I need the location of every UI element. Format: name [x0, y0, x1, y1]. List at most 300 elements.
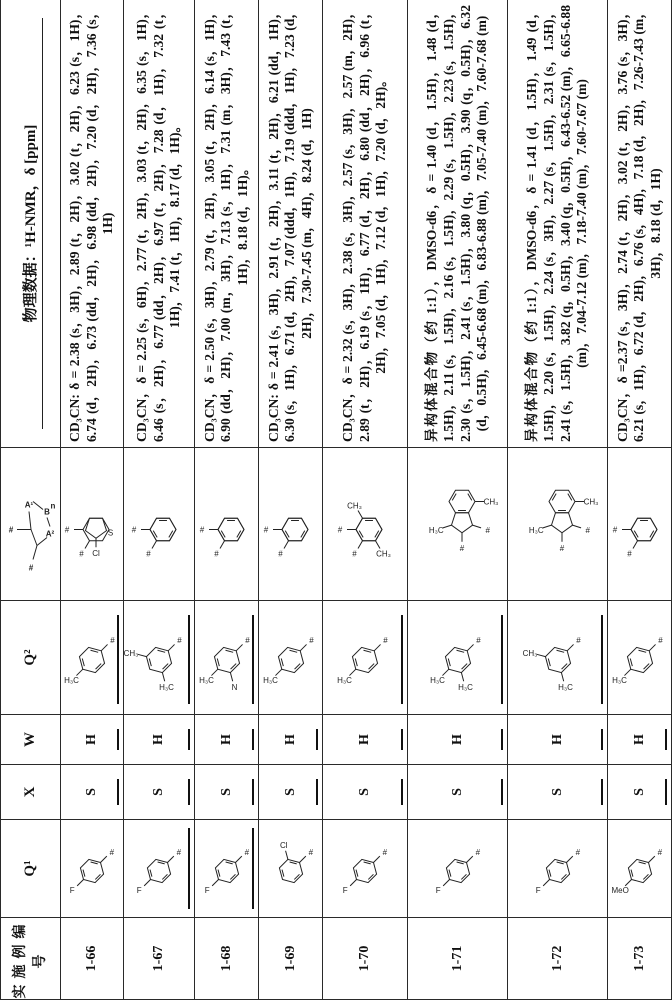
q2-structure	[124, 601, 195, 715]
q2-structure-icon	[325, 603, 406, 713]
x-label: S	[632, 788, 647, 796]
bond	[452, 494, 456, 501]
bond	[284, 541, 289, 549]
revision-mark	[188, 779, 190, 805]
bond	[31, 530, 37, 546]
revision-mark	[117, 615, 119, 704]
revision-mark	[188, 615, 190, 704]
ring	[551, 513, 572, 533]
atom-label: #	[146, 550, 151, 559]
atom-label: H₃C	[199, 676, 214, 685]
q2-structure	[608, 601, 672, 715]
atom-label: A²	[45, 530, 54, 539]
x-value	[408, 765, 508, 820]
nmr-data: CD₃CN: δ = 2.38 (s，3H)，2.89 (t，2H)，3.02 (t，2H)，6.23 (s，1H)，6.74 (d，2H)，6.73 (dd，2H)，6.98 (dd，2H)，7.20 (d，2H)，7.36 (s，1H)	[61, 0, 124, 448]
w-value	[608, 715, 672, 765]
q2-structure	[323, 601, 408, 715]
revision-mark	[188, 729, 190, 750]
bond	[566, 857, 572, 863]
atom-label: #	[214, 550, 219, 559]
x-value	[195, 765, 259, 820]
atom-label: #	[28, 564, 33, 573]
atom-label: #	[475, 848, 480, 857]
header-x: X	[1, 765, 61, 820]
table-row	[323, 0, 408, 1000]
header-nmr	[1, 0, 61, 448]
atom-label: MeO	[611, 887, 628, 896]
ring	[282, 518, 308, 541]
atom-label: #	[308, 848, 313, 857]
bond	[461, 673, 463, 682]
atom-label: Cl	[92, 549, 100, 558]
revision-mark	[401, 729, 403, 750]
ring	[631, 518, 657, 541]
nmr-data: CD₃CN，δ =2.37 (s，3H)，2.74 (t，2H)，3.02 (t，2H)，3.76 (s，3H)，6.21 (s，1H)，6.72 (d，2H)，6.76 (s，4H)，7.18 (d，2H)，7.26-7.43 (m，3H)，8.18 (d，1H)	[608, 0, 672, 448]
atom-label: #	[383, 637, 388, 646]
atom-label: CH₃	[124, 649, 139, 658]
bond	[150, 870, 152, 877]
atom-label: F	[137, 887, 142, 896]
bond	[85, 541, 90, 549]
q1-structure-icon	[126, 822, 193, 916]
core-structure	[323, 448, 408, 601]
revision-mark	[117, 779, 119, 805]
atom-label: #	[245, 637, 250, 646]
atom-label: H₃C	[430, 676, 445, 685]
core-structure-icon	[261, 450, 321, 599]
bond	[235, 857, 241, 863]
bond	[91, 863, 98, 865]
header-q1: Q¹	[1, 820, 61, 918]
atom-label: Cl	[279, 841, 287, 850]
q1-structure-icon	[510, 822, 606, 916]
q1-structure-icon	[325, 822, 406, 916]
atom-label: CH₃	[347, 501, 362, 510]
core-structure	[508, 448, 608, 601]
core-structure	[608, 448, 672, 601]
atom-label: CH₃	[483, 498, 498, 507]
atom-label: F	[435, 887, 440, 896]
q1-structure-icon	[610, 822, 670, 916]
q1-structure	[608, 820, 672, 918]
x-value	[323, 765, 408, 820]
atom-label: #	[309, 637, 314, 646]
core-structure-icon	[410, 450, 506, 599]
bond	[556, 651, 564, 653]
table-row	[408, 0, 508, 1000]
atom-label: #	[8, 526, 13, 535]
x-value	[259, 765, 323, 820]
revision-mark	[601, 779, 603, 805]
x-value	[608, 765, 672, 820]
x-value	[508, 765, 608, 820]
nmr-data: CD₃CN，δ = 2.50 (s，3H)，2.79 (t，2H)，3.05 (t，2H)，6.14 (s，1H)，6.90 (dd，2H)，7.00 (m，3H)，7.13 (s，1H)，7.31 (m，3H)，7.43 (t，1H)，8.18 (d，1H)。	[195, 0, 259, 448]
example-number: 1-70	[323, 918, 408, 1000]
bond	[561, 664, 567, 670]
ring	[549, 490, 575, 513]
atom-label: H₃C	[458, 684, 473, 693]
bond	[472, 525, 481, 528]
atom-label: #	[485, 526, 490, 535]
atom-label: H₃C	[159, 684, 174, 693]
ring	[150, 518, 176, 541]
example-number: 1-72	[508, 918, 608, 1000]
revision-mark	[117, 729, 119, 750]
core-structure-icon	[63, 450, 122, 599]
core-structure-icon	[510, 450, 606, 599]
revision-mark	[401, 615, 403, 704]
bond	[648, 857, 654, 863]
nmr-data: CD₃CN，δ = 2.32 (s，3H)，2.38 (s，3H)，2.57 (s，3H)，2.57 (m，2H)，2.89 (t，2H)，6.19 (s，1H)，6.77 (d，2H)，6.80 (dd，2H)，6.96 (t，2H)，7.05 (d，1H)，7.12 (d，1H)，7.20 (d，2H)。	[323, 0, 408, 448]
w-value	[323, 715, 408, 765]
w-label: H	[357, 734, 372, 745]
bond	[33, 546, 37, 560]
bond	[456, 651, 464, 653]
ring	[150, 518, 176, 541]
bond	[225, 651, 233, 653]
revision-mark	[252, 828, 254, 909]
q2-structure-icon	[510, 603, 606, 713]
header-w: W	[1, 715, 61, 765]
revision-mark	[252, 615, 254, 704]
bond	[96, 664, 102, 670]
w-label: H	[550, 734, 565, 745]
bond	[138, 655, 147, 657]
x-label: S	[219, 788, 234, 796]
q1-structure-icon	[197, 822, 257, 916]
revision-mark	[501, 729, 503, 750]
atom-label: CH₃	[522, 649, 537, 658]
w-value	[508, 715, 608, 765]
ring	[218, 518, 244, 541]
w-label: H	[219, 734, 234, 745]
header-example-number: 实施例编号	[1, 918, 61, 1000]
atom-label: n	[50, 502, 55, 511]
atom-label: #	[110, 848, 115, 857]
bond	[572, 525, 581, 528]
bond	[285, 531, 289, 538]
core-structure-icon	[197, 450, 257, 599]
bond	[168, 645, 174, 651]
atom-label: #	[278, 550, 283, 559]
x-label: S	[84, 788, 99, 796]
x-label: S	[550, 788, 565, 796]
bond	[82, 659, 84, 667]
revision-mark	[401, 779, 403, 805]
atom-label: #	[476, 637, 481, 646]
atom-label: #	[459, 544, 464, 553]
q1-structure-icon	[410, 822, 506, 916]
bond	[358, 541, 363, 549]
atom-label: #	[576, 637, 581, 646]
revision-mark	[316, 779, 318, 805]
atom-label: #	[244, 848, 249, 857]
header-row	[1, 0, 61, 1000]
table-row	[124, 0, 195, 1000]
bond	[467, 645, 473, 651]
bond	[567, 645, 573, 651]
atom-label: H₃C	[64, 676, 79, 685]
core-structure-icon	[610, 450, 670, 599]
w-value	[195, 715, 259, 765]
x-label: S	[357, 788, 372, 796]
atom-label: S	[108, 529, 113, 538]
ring	[85, 518, 106, 538]
bond	[649, 645, 655, 651]
x-label: S	[450, 788, 465, 796]
q2-structure-icon	[610, 603, 670, 713]
core-structure	[61, 448, 124, 601]
header-core-structure	[1, 448, 61, 601]
bond	[633, 541, 638, 549]
bond	[47, 518, 50, 527]
core-structure-icon	[325, 450, 406, 599]
example-number: 1-66	[61, 918, 124, 1000]
w-label: H	[151, 734, 166, 745]
compound-table-rotated	[0, 0, 671, 1000]
bond	[364, 651, 372, 653]
bond	[542, 525, 551, 528]
atom-label: B	[44, 508, 50, 517]
bond	[152, 541, 157, 549]
header-nmr-label: 物理数据：¹H-NMR，δ [ppm]	[19, 18, 43, 429]
revision-mark	[665, 729, 667, 750]
ring	[449, 490, 475, 513]
atom-label: F	[343, 887, 348, 896]
q1-structure	[61, 820, 124, 918]
bond	[220, 541, 225, 549]
bond	[230, 673, 232, 682]
atom-label: #	[338, 526, 343, 535]
q2-structure	[259, 601, 323, 715]
bond	[289, 863, 296, 865]
bond	[364, 863, 371, 865]
bond	[643, 664, 649, 670]
revision-mark	[501, 779, 503, 805]
revision-mark	[601, 615, 603, 704]
atom-label: CH₃	[583, 498, 598, 507]
table-row	[608, 0, 672, 1000]
revision-mark	[252, 729, 254, 750]
bond	[466, 857, 472, 863]
bond	[285, 851, 287, 860]
atom-label: #	[585, 526, 590, 535]
table-row	[259, 0, 323, 1000]
bond	[299, 857, 305, 863]
bond	[369, 664, 375, 670]
core-structure	[195, 448, 259, 601]
bond	[556, 863, 563, 865]
atom-label: F	[204, 887, 209, 896]
bond	[158, 651, 166, 653]
bond	[91, 651, 99, 653]
atom-label: #	[177, 637, 182, 646]
q1-structure	[508, 820, 608, 918]
bond	[443, 880, 449, 886]
example-number: 1-73	[608, 918, 672, 1000]
bond	[149, 659, 151, 667]
bond	[638, 651, 646, 653]
revision-mark	[252, 779, 254, 805]
w-value	[61, 715, 124, 765]
w-value	[408, 715, 508, 765]
atom-label: H₃C	[558, 684, 573, 693]
atom-label: A¹	[24, 501, 33, 510]
core-structure-icon	[126, 450, 193, 599]
bond	[543, 880, 549, 886]
example-number: 1-67	[124, 918, 195, 1000]
x-label: S	[283, 788, 298, 796]
bond	[356, 870, 358, 877]
q1-structure	[408, 820, 508, 918]
atom-label: #	[132, 526, 137, 535]
core-structure	[408, 448, 508, 601]
bond	[162, 673, 164, 682]
bond	[212, 880, 218, 886]
atom-label: H₃C	[528, 526, 543, 535]
q2-structure-icon	[261, 603, 321, 713]
atom-label: #	[199, 526, 204, 535]
nmr-data: 异构体混合物（约 1:1），DMSO-d6，δ = 1.40 (d，1.5H)，1.48 (d，1.5H)，2.11 (s，1.5H)，2.16 (s，1.5H)，2.29 (s，1.5H)，2.23 (s，1.5H)，2.30 (s，1.5H)，2.41 (s，1.5H)，3.80 (q，0.5H)，3.90 (q，0.5H)，6.32 (d，0.5H)，6.45-6.68 (m)，6.83-6.88 (m)，7.05-7.40 (m)，7.60-7.68 (m)	[408, 0, 508, 448]
bond	[355, 659, 357, 667]
bond	[230, 664, 236, 670]
q2-structure-icon	[126, 603, 193, 713]
bond	[163, 664, 169, 670]
q2-structure-icon	[63, 603, 122, 713]
revision-mark	[601, 729, 603, 750]
atom-label: #	[79, 550, 84, 559]
header-q2: Q²	[1, 601, 61, 715]
bond	[83, 870, 85, 877]
q2-structure	[508, 601, 608, 715]
atom-label: F	[70, 887, 75, 896]
x-value	[124, 765, 195, 820]
atom-label: N	[231, 684, 237, 693]
q1-structure	[259, 820, 323, 918]
bond	[638, 863, 645, 865]
atom-label: H₃C	[428, 526, 443, 535]
bond	[456, 863, 463, 865]
bond	[373, 857, 379, 863]
bond	[552, 494, 556, 501]
atom-label: H₃C	[337, 676, 352, 685]
bond	[33, 502, 43, 510]
w-value	[124, 715, 195, 765]
bond	[221, 531, 225, 538]
bond	[374, 645, 380, 651]
atom-label: #	[658, 637, 663, 646]
ring	[356, 518, 382, 541]
bond	[561, 673, 563, 682]
q2-structure	[408, 601, 508, 715]
bond	[461, 664, 467, 670]
q1-structure	[195, 820, 259, 918]
revision-mark	[316, 729, 318, 750]
bond	[37, 538, 47, 546]
w-label: H	[84, 734, 99, 745]
example-number: 1-69	[259, 918, 323, 1000]
compound-table	[0, 0, 672, 1000]
atom-label: #	[110, 637, 115, 646]
q1-structure-icon	[261, 822, 321, 916]
bond	[100, 857, 106, 863]
atom-label: H₃C	[263, 676, 278, 685]
nmr-data: CD₃CN: δ = 2.41 (s，3H)，2.91 (t，2H)，3.11 (t，2H)，6.21 (dd，1H)，6.30 (s，1H)，6.71 (d，2H)，7.07 (ddd，1H)，7.19 (ddd，1H)，7.23 (d，2H)，7.30-7.45 (m，4H)，8.24 (d，1H)	[259, 0, 323, 448]
atom-label: #	[575, 848, 580, 857]
revision-mark	[501, 615, 503, 704]
bond	[442, 525, 451, 528]
atom-label: #	[352, 550, 357, 559]
table-row	[195, 0, 259, 1000]
atom-label: CH₃	[376, 550, 391, 559]
w-value	[259, 715, 323, 765]
ring	[451, 513, 472, 533]
core-generic-structure-icon	[3, 450, 59, 599]
x-value	[61, 765, 124, 820]
q1-structure	[323, 820, 408, 918]
bond	[294, 664, 300, 670]
bond	[634, 531, 638, 538]
table-row	[61, 0, 124, 1000]
bond	[77, 880, 83, 886]
bond	[300, 645, 306, 651]
revision-mark	[665, 779, 667, 805]
bond	[158, 863, 165, 865]
w-label: H	[283, 734, 298, 745]
x-label: S	[151, 788, 166, 796]
bond	[167, 857, 173, 863]
bond	[144, 880, 150, 886]
q2-structure-icon	[197, 603, 257, 713]
w-label: H	[450, 734, 465, 745]
bond	[236, 645, 242, 651]
atom-label: #	[657, 848, 662, 857]
nmr-data: CD₃CN，δ = 2.25 (s，6H)，2.77 (t，2H)，3.03 (t，2H)，6.35 (s，1H)，6.46 (s，2H)，6.77 (dd，2H)，6.97 (t，2H)，7.28 (d，1H)，7.32 (t，1H)，7.41 (t，1H)，8.17 (d，1H)。	[124, 0, 195, 448]
q1-structure-icon	[63, 822, 122, 916]
core-structure	[124, 448, 195, 601]
atom-label: #	[612, 526, 617, 535]
core-structure	[259, 448, 323, 601]
atom-label: #	[627, 550, 632, 559]
example-number: 1-68	[195, 918, 259, 1000]
bond	[358, 510, 363, 518]
table-row	[508, 0, 608, 1000]
revision-mark	[188, 828, 190, 909]
atom-label: #	[559, 544, 564, 553]
nmr-data: 异构体混合物（约 1:1），DMSO-d6，δ = 1.41 (d，1.5H)，1.49 (d，1.5H)，2.20 (s，1.5H)，2.24 (s，3H)，2.27 (s，1.5H)，2.31 (s，1.5H)，2.41 (s，1.5H)，3.82 (q，0.5H)，3.40 (q，0.5H)，6.43-6.52 (m)，6.65-6.88 (m)，7.04-7.12 (m)，7.18-7.40 (m)，7.60-7.67 (m)	[508, 0, 608, 448]
example-number: 1-71	[408, 918, 508, 1000]
bond	[289, 651, 297, 653]
ring	[83, 518, 109, 541]
q2-structure-icon	[410, 603, 506, 713]
bond	[350, 880, 356, 886]
bond	[101, 645, 107, 651]
atom-label: #	[177, 848, 182, 857]
atom-label: F	[535, 887, 540, 896]
bond	[29, 512, 31, 530]
ring	[356, 518, 382, 541]
atom-label: #	[263, 526, 268, 535]
q1-structure	[124, 820, 195, 918]
q2-structure	[61, 601, 124, 715]
bond	[376, 541, 381, 549]
atom-label: H₃C	[612, 676, 627, 685]
bond	[536, 655, 545, 657]
atom-label: #	[383, 848, 388, 857]
w-label: H	[632, 734, 647, 745]
q2-structure	[195, 601, 259, 715]
bond	[225, 863, 232, 865]
